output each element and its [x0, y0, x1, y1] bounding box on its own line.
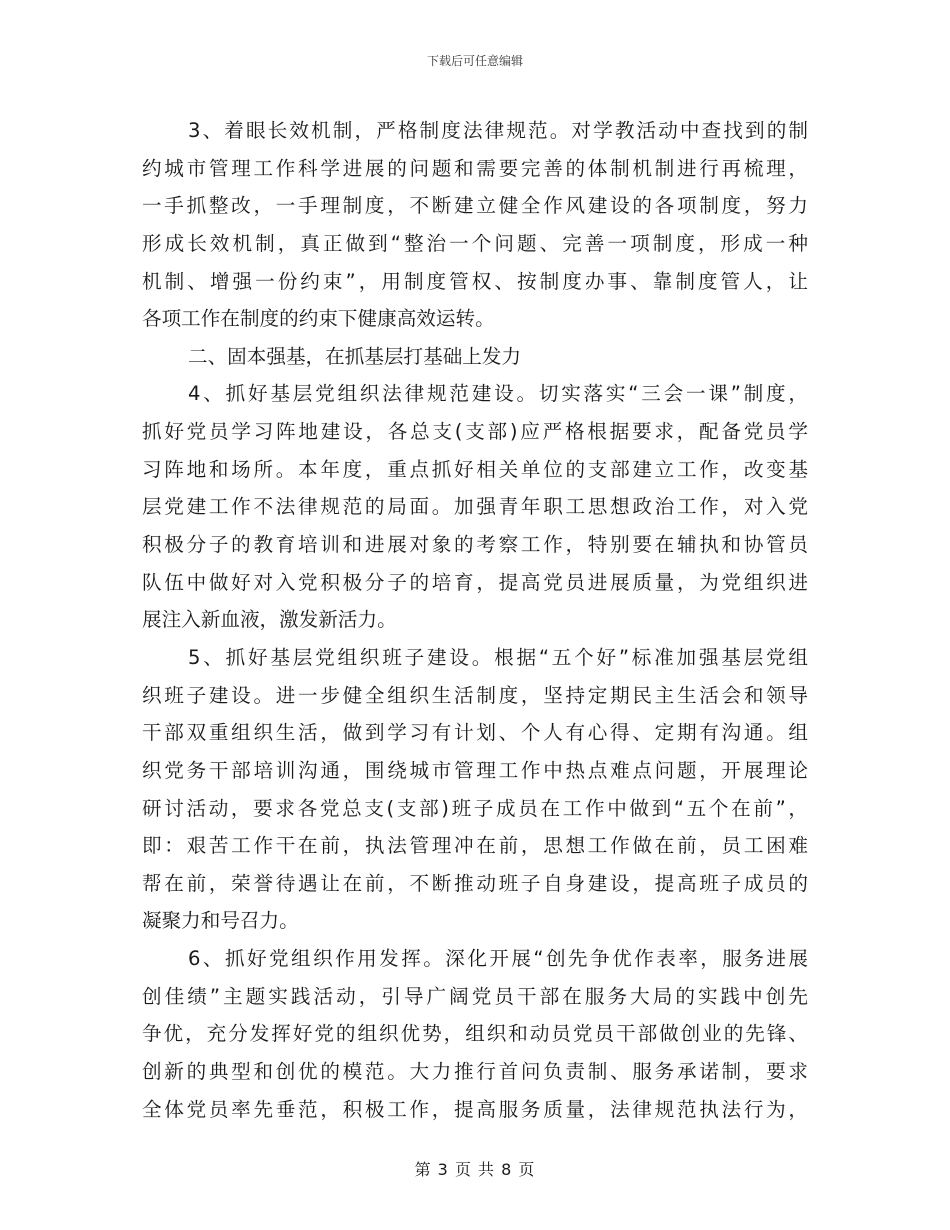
- text-line: 即：艰苦工作干在前，执法管理冲在前，思想工作做在前，员工困难: [142, 834, 808, 858]
- page-footer: 第 3 页 共 8 页: [414, 1160, 536, 1179]
- text-line: 研讨活动，要求各党总支(支部)班子成员在工作中做到“五个在前”，: [142, 796, 808, 820]
- text-line: 积极分子的教育培训和进展对象的考察工作，特别要在辅执和协管员: [142, 533, 808, 557]
- document-body: [142, 112, 808, 1128]
- text-line: 帮在前，荣誉待遇让在前，不断推动班子自身建设，提高班子成员的: [142, 871, 808, 895]
- text-line: 形成长效机制，真正做到“整治一个问题、完善一项制度，形成一种: [142, 231, 808, 255]
- text-line: 二、固本强基，在抓基层打基础上发力: [188, 344, 522, 368]
- text-line: 争优，充分发挥好党的组织优势，组织和动员党员干部做创业的先锋、: [142, 1022, 808, 1046]
- text-line: 3、着眼长效机制，严格制度法律规范。对学教活动中查找到的制: [188, 119, 808, 142]
- text-line: 5、抓好基层党组织班子建设。根据“五个好”标准加强基层党组: [188, 645, 808, 669]
- text-line: 织班子建设。进一步健全组织生活制度，坚持定期民主生活会和领导: [142, 683, 808, 707]
- text-line: 层党建工作不法律规范的局面。加强青年职工思想政治工作，对入党: [142, 495, 808, 519]
- text-line: 凝聚力和号召力。: [142, 909, 299, 933]
- text-line: 干部双重组织生活，做到学习有计划、个人有心得、定期有沟通。组: [142, 721, 808, 745]
- text-line: 队伍中做好对入党积极分子的培育，提高党员进展质量，为党组织进: [142, 570, 808, 594]
- text-line: 4、抓好基层党组织法律规范建设。切实落实“三会一课”制度，: [188, 382, 808, 406]
- text-line: 6、抓好党组织作用发挥。深化开展“创先争优作表率，服务进展: [188, 947, 808, 971]
- page-header: 下载后可任意编辑: [426, 54, 523, 68]
- text-line: 全体党员率先垂范，积极工作，提高服务质量，法律规范执法行为，: [142, 1097, 808, 1121]
- text-line: 习阵地和场所。本年度，重点抓好相关单位的支部建立工作，改变基: [142, 457, 808, 481]
- text-line: 创佳绩”主题实践活动，引导广阔党员干部在服务大局的实践中创先: [142, 984, 808, 1008]
- text-line: 一手抓整改，一手理制度，不断建立健全作风建设的各项制度，努力: [142, 194, 808, 218]
- text-line: 机制、增强一份约束”，用制度管权、按制度办事、靠制度管人，让: [142, 269, 808, 293]
- text-line: 展注入新血液，激发新活力。: [142, 608, 397, 632]
- text-line: 创新的典型和创优的模范。大力推行首问负责制、服务承诺制，要求: [142, 1060, 808, 1084]
- text-line: 各项工作在制度的约束下健康高效运转。: [142, 307, 495, 331]
- text-line: 约城市管理工作科学进展的问题和需要完善的体制机制进行再梳理，: [142, 156, 808, 180]
- text-line: 织党务干部培训沟通，围绕城市管理工作中热点难点问题，开展理论: [142, 758, 808, 782]
- text-line: 抓好党员学习阵地建设，各总支(支部)应严格根据要求，配备党员学: [142, 420, 808, 444]
